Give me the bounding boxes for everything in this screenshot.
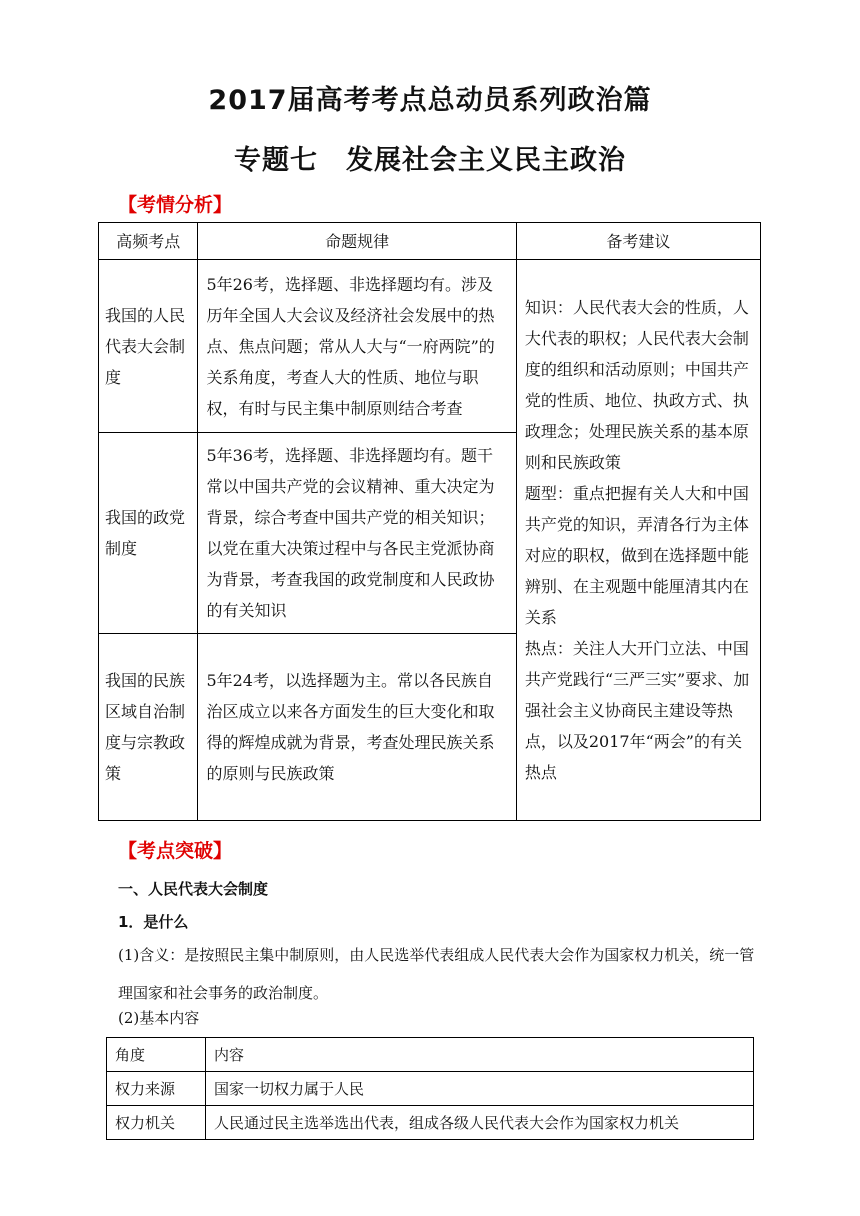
topic-cell: 我国的民族区域自治制度与宗教政策 bbox=[99, 634, 198, 821]
basic-content-table bbox=[106, 1037, 754, 1140]
header-advice: 备考建议 bbox=[516, 223, 760, 260]
table-header-row bbox=[99, 223, 761, 260]
document-subtitle: 专题七 发展社会主义民主政治 bbox=[234, 145, 626, 176]
heading-what-is: 1．是什么 bbox=[118, 913, 189, 931]
advice-hotspots: 热点：关注人大开门立法、中国共产党践行“三严三实”要求、加强社会主义协商民主建设等热点，以及2017年“两会”的有关热点 bbox=[524, 639, 750, 782]
header-content: 内容 bbox=[206, 1038, 754, 1072]
advice-question-type: 题型：重点把握有关人大和中国共产党的知识，弄清各行为主体对应的职权，做到在选择题中能辨别、在主观题中能厘清其内在关系 bbox=[524, 484, 749, 627]
angle-cell: 权力机关 bbox=[107, 1106, 206, 1140]
section-exam-analysis: 【考情分析】 bbox=[118, 194, 233, 216]
rule-cell: 5年36考，选择题、非选择题均有。题干常以中国共产党的会议精神、重大决定为背景，综合考查中国共产党的相关知识；以党在重大决策过程中与各民主党派协商为背景，考查我国的政党制度和人民政协的有关知识 bbox=[198, 433, 516, 634]
rule-cell: 5年24考，以选择题为主。常以各民族自治区成立以来各方面发生的巨大变化和取得的辉煌成就为背景，考查处理民族关系的原则与民族政策 bbox=[198, 634, 516, 821]
heading-npc-system: 一、人民代表大会制度 bbox=[118, 880, 269, 898]
table-header-row bbox=[107, 1038, 754, 1072]
definition-paragraph: (1)含义：是按照民主集中制原则，由人民选举代表组成人民代表大会作为国家权力机关，统一管理国家和社会事务的政治制度。 bbox=[118, 946, 755, 1002]
table-row bbox=[99, 260, 761, 433]
topic-cell: 我国的人民代表大会制度 bbox=[99, 260, 198, 433]
basic-content-label: (2)基本内容 bbox=[118, 1009, 200, 1027]
table-row bbox=[107, 1072, 754, 1106]
header-rule: 命题规律 bbox=[198, 223, 516, 260]
advice-cell bbox=[516, 260, 760, 821]
exam-analysis-table bbox=[98, 222, 761, 821]
angle-cell: 权力来源 bbox=[107, 1072, 206, 1106]
rule-cell: 5年26考，选择题、非选择题均有。涉及历年全国人大会议及经济社会发展中的热点、焦点问题；常从人大与“一府两院”的关系角度，考查人大的性质、地位与职权，有时与民主集中制原则结合考查 bbox=[198, 260, 516, 433]
section-key-points: 【考点突破】 bbox=[118, 840, 233, 862]
content-cell: 国家一切权力属于人民 bbox=[206, 1072, 754, 1106]
table-row bbox=[107, 1106, 754, 1140]
document-title: 2017届高考考点总动员系列政治篇 bbox=[208, 85, 652, 116]
topic-cell: 我国的政党制度 bbox=[99, 433, 198, 634]
advice-knowledge: 知识：人民代表大会的性质，人大代表的职权；人民代表大会制度的组织和活动原则；中国共产党的性质、地位、执政方式、执政理念；处理民族关系的基本原则和民族政策 bbox=[524, 298, 749, 472]
content-cell: 人民通过民主选举选出代表，组成各级人民代表大会作为国家权力机关 bbox=[206, 1106, 754, 1140]
header-angle: 角度 bbox=[107, 1038, 206, 1072]
header-topic: 高频考点 bbox=[99, 223, 198, 260]
